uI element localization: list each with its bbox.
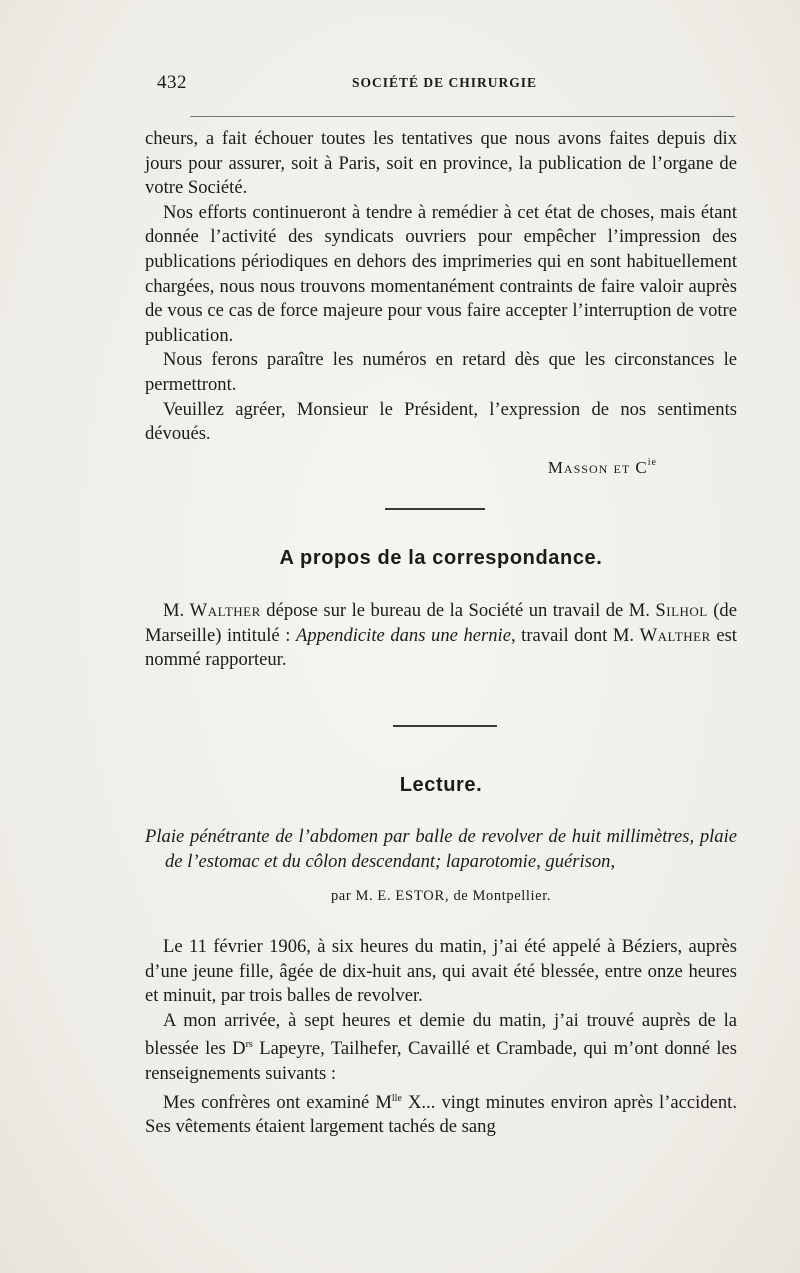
byline-prefix: par M. E.	[330, 888, 396, 905]
correspondance-paragraph	[145, 599, 737, 673]
page-number: 432	[157, 72, 187, 93]
lecture-paragraph-1: Le 11 février 1906, à six heures du matin, j’ai été appelé à Béziers, auprès d’une jeune fille, âgée de dix-huit ans, qui avait été blessée, entre onze heures et minuit, par trois balles de revolver.	[145, 936, 737, 1007]
correspondance-text-1: dépose sur le bureau de la Société un travail de M.	[260, 599, 656, 621]
letter-paragraph-1: cheurs, a fait échouer toutes les tentatives que nous avons faites depuis dix jours pour assurer, soit à Paris, soit en province, la publication de l’organe de votre Société.	[145, 128, 737, 199]
section-divider	[385, 508, 485, 510]
lecture-byline	[145, 884, 737, 909]
lecture-paragraph-2	[145, 1009, 737, 1087]
lecture-paragraph-3	[145, 1087, 737, 1140]
header-rule	[190, 116, 735, 117]
page-header	[152, 72, 737, 102]
correspondance-m1: M.	[163, 599, 190, 621]
surgeon-name-walther: Walther	[189, 599, 261, 621]
lecture-p3-start: Mes confrères ont examiné M	[163, 1091, 392, 1113]
correspondance-text-2: (de Marseille) intitulé :	[145, 599, 737, 646]
lecture-article-title: Plaie pénétrante de l’abdomen par balle de revolver de huit millimètres, plaie de l’estomac et du côlon descendant; laparotomie, guérison,	[145, 826, 737, 872]
signature-name: Masson et C	[547, 457, 648, 477]
byline-author: ESTOR	[395, 888, 445, 905]
page-body	[145, 127, 737, 1140]
letter-section	[145, 127, 737, 480]
mademoiselle-superscript: lle	[391, 1092, 402, 1104]
lecture-p2-start: A mon arrivée, à sept heures et demie du matin, j’ai trouvé auprès de la blessée les D	[145, 1009, 737, 1060]
letter-paragraph-2: Nos efforts continueront à tendre à remédier à cet état de choses, mais étant donnée l’activité des syndicats ouvriers pour empêcher l’impression des publications périodiques en dehors des imprimeries qui en sont habituellement chargées, nous nous trouvons momentanément contraints de faire valoir auprès de vous ce cas de force majeure pour vous faire accepter l’interruption de votre publication.	[145, 201, 737, 346]
lecture-heading: Lecture.	[399, 773, 483, 796]
correspondance-text-3: , travail dont M.	[510, 624, 640, 646]
lecture-p3-end: X... vingt minutes environ après l’accident. Ses vêtements étaient largement tachés de sang	[145, 1091, 737, 1138]
correspondance-heading: A propos de la correspondance.	[279, 547, 603, 570]
lecture-p2-end: Lapeyre, Tailhefer, Cavaillé et Crambade, qui m’ont donné les renseignements suivants :	[145, 1038, 738, 1085]
letter-paragraph-4: Veuillez agréer, Monsieur le Président, l’expression de nos sentiments dévoués.	[145, 398, 737, 445]
doctors-superscript: rs	[245, 1039, 253, 1051]
section-divider-2	[393, 725, 497, 727]
running-title: SOCIÉTÉ DE CHIRURGIE	[351, 75, 538, 90]
surgeon-name-walther-rapporteur: Walther	[639, 624, 711, 646]
signature-superscript: ie	[647, 456, 657, 468]
correspondance-text-4: est nommé rapporteur.	[145, 624, 737, 671]
byline-suffix: , de Montpellier.	[445, 888, 552, 905]
letter-signature	[145, 451, 737, 481]
work-title: Appendicite dans une hernie	[295, 624, 511, 646]
letter-paragraph-3: Nous ferons paraître les numéros en retard dès que les circonstances le permettront.	[145, 349, 737, 395]
surgeon-name-silhol: Silhol	[655, 599, 708, 621]
